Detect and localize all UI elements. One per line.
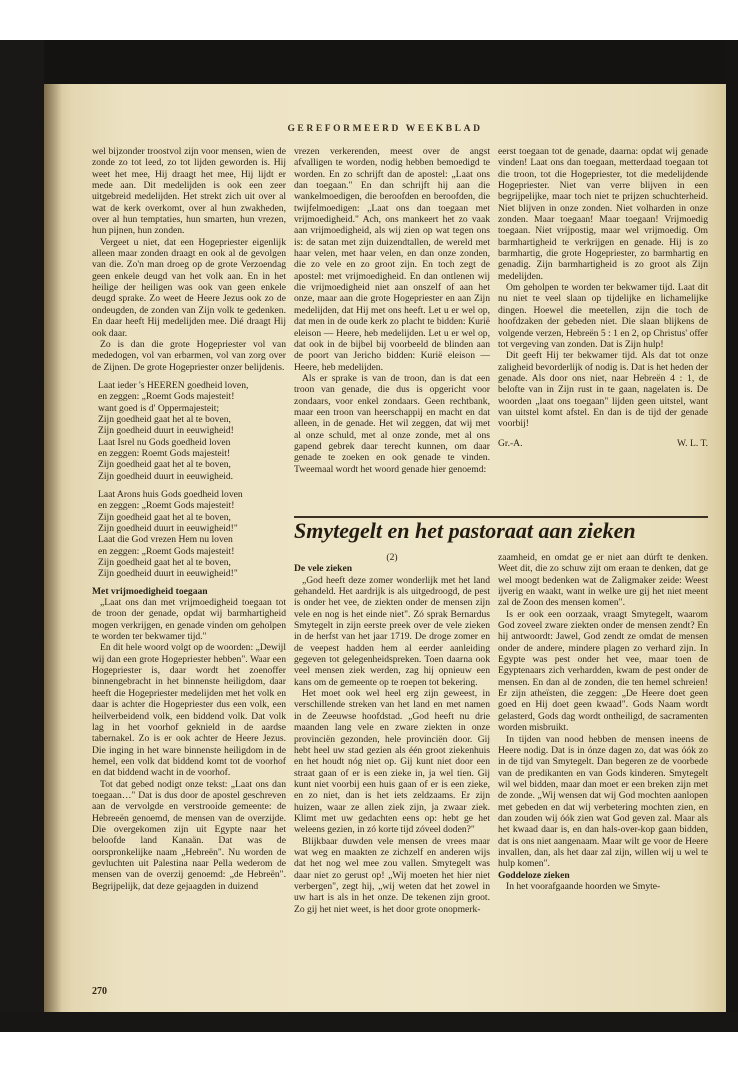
poem-line: Zijn goedheid duurt in eeuwigheid!" <box>98 523 238 534</box>
section-subhead: Goddeloze zieken <box>498 869 570 881</box>
paragraph: Zo is dan die grote Hogepriester vol van mededogen, vol van erbarmen, vol van zorg over de Zijnen. De grote Hogepriester onzer belijdenis. <box>92 338 286 373</box>
poem-line: Zijn goedheid gaat het al te boven, <box>98 413 231 425</box>
signature-place: Gr.-A. <box>498 437 523 449</box>
poem-line: Laat Arons huis Gods goedheid loven <box>98 488 243 500</box>
paragraph: Blijkbaar duwden vele mensen de vrees maar wat weg en maakten ze zichzelf en anderen wijs dat het nog wel mee zou vallen. Smytegelt was daar niet zo gerust op! „Wij moeten het hier niet verbergen", zegt hij, „wij weten dat het zowel in uw hart is als in het onze. De tekenen zijn groot. Zo gij het niet weet, is het door grote onopmerk- <box>294 835 490 915</box>
paragraph: Vergeet u niet, dat een Hogepriester eigenlijk alleen maar zonden draagt en ook al de gevolgen van die. Zo'n man droeg op de grote Verzoendag geen enkele deugd van het volk aan. En in het heilige der heiligen was ook van geen enkele deugd sprake. Zo weet de Heere Jezus ook zo de ondeugden, de zonden van Zijn volk te gedenken. En daar heeft Hij medelijden mee. Dié draagt Hij ook daar. <box>92 236 286 339</box>
signature-initials: W. L. T. <box>676 437 708 449</box>
poem-line: Zijn goedheid gaat het al te boven, <box>98 557 231 569</box>
paragraph: Tot dat gebed nodigt onze tekst: „Laat ons dan toegaan…" Dat is dus door de apostel geschreven aan de vervolgde en verstrooide gemeente: de Hebreeën genoemd, de mensen van de overzijde. Die overgekomen zijn uit Egypte naar het beloofde land Kanaän. Dat was de oorspronkelijke naam „Hebreën". Nu worden de gevluchten uit Palestina naar Pella wederom de mensen van de overzij genoemd: „de Hebreën". Begrijpelijk, dat deze gejaagden in duizend <box>92 778 286 892</box>
column-3-article <box>498 552 708 892</box>
poem-line: Zijn goedheid duurt in eeuwigheid!" <box>98 568 238 580</box>
poem-line: en zeggen: „Roemt Gods majesteit! <box>98 500 235 512</box>
poem-line: Zijn goedheid gaat het al te boven, <box>98 459 231 471</box>
poem-line: Zijn goedheid gaat het al te boven, <box>98 511 231 523</box>
paragraph: Als er sprake is van de troon, dan is dat een troon van genade, die dus is opgericht voor zondaars, voor enkel zondaars. Geen rechtbank, maar een troon van heerschappij en macht en dat alleen, in de genade. Het wil zeggen, dat wij met al onze schuld, met al onze zonde, met al ons gapend gebrek daar terecht kunnen, om daar genade te zoeken en ook genade te vinden. Tweemaal wordt het woord genade hier genoemd: <box>294 372 490 475</box>
paragraph: In het voorafgaande hoorden we Smyte- <box>506 880 661 892</box>
paragraph: vrezen verkerenden, meest over de angst afvalligen te worden, nodig hebben bemoedigd te worden. En zo schrijft dan de apostel: „Laat ons dan toegaan." En dan schrijft hij aan die wankelmoedigen, die beroofden en beroofden, die twijfelmoedigen: „Laat ons dan toegaan met vrijmoedigheid." Ach, ons mankeert het zo vaak aan vrijmoedigheid, als wij zien op wat tegen ons is: de satan met zijn duizendtallen, de wereld met haar velen, met haar velen, en dan onze zonden, die zo vele en zo groot zijn. En toch zegt de apostel: met vrijmoedigheid. En dan ontlenen wij die vrijmoedigheid niet aan onszelf of aan het onze, maar aan die grote Hogepriester en aan Zijn medelijden, dat Hij met ons heeft. Let u er wel op, dat men in de oude kerk zo placht te bidden: Kurië eleison — Heere, heb medelijden. Let u er wel op, dat ook in de bijbel bij voorbeeld de blinden aan de poort van Jericho bidden: Kurië eleison — Heere, heb medelijden. <box>294 146 490 373</box>
poem-line: en zeggen: Roemt Gods majesteit! <box>98 447 231 459</box>
paragraph: In tijden van nood hebben de mensen ineens de Heere nodig. Dat is in ónze dagen zo, dat was óók zo in de tijd van Smytegelt. Dan begeren ze de voorbede van de predikanten en van Gods kinderen. Smytegelt wil wel bidden, maar dan moet er een breken zijn met de zonde. „Wij wensen dat wij God mochten aanlopen met gebeden en dat wij verbetering mochten zien, en dan zouden wij óók zien wat God geven zal. Maar als het kwaad daar is, en dan hals-over-kop gaan bidden, dat is ons niet aangenaam. Maar wilt ge voor de Heere invallen, dan, als het daar zal zijn, willen wij u wel te hulp komen". <box>498 733 708 870</box>
paragraph: Het moet ook wel heel erg zijn geweest, in verschillende streken van het land en met namen in de Zeeuwse hoofdstad. „God heeft nu drie maanden lang vele en zware ziekten in onze provinciën gezonden, hele provinciën door. Gij hebt heel uw stad gezien als één groot ziekenhuis en het houdt nóg niet op. Gij kunt niet door een straat gaan of er is een zieke in, ja wel tien. Gij kunt niet voorbij een huis gaan of er is een zieke, en zo niet, dan is het iets zeldzaams. Er zijn huizen, waar ze allen ziek zijn, ja zwaar ziek. Klimt met uw gedachten eens op: hebt ge het weleens gezien, in zó korte tijd zóveel doden?" <box>294 688 490 836</box>
paragraph: Om geholpen te worden ter bekwamer tijd. Laat dit nu niet te veel slaan op tijdelijke en lichamelijke dingen. Hoewel die meetellen, zijn die toch de hoofdzaken der gebeden niet. Die slaan blijkens de volgende verzen, Hebreën 5 : 1 en 2, op Christus' offer tot vergeving van zonden. Dat is Zijn hulp! <box>498 282 708 350</box>
page-number: 270 <box>92 986 107 997</box>
paragraph: Dit geeft Hij ter bekwamer tijd. Als dat tot onze zaligheid bevorderlijk of nodig is. Dat is het heden der genade. Als door ons niet, naar Hebreën 4 : 1, de belofte van in Zijn rust in te gaan, nagelaten is. De woorden „laat ons toegaan" lijden geen uitstel, want van uitstel komt afstel. En dan is de tijd der genade voorbij! <box>498 350 708 430</box>
paragraph: „Laat ons dan met vrijmoedigheid toegaan tot de troon der genade, opdat wij barmhartigheid mogen verkrijgen, en genade vinden om geholpen te worden ter bekwamer tijd." <box>92 597 286 643</box>
scanner-border-left <box>0 40 44 1030</box>
paragraph: zaamheid, en omdat ge er niet aan dúrft te denken. Weet dit, die zo schuw zijt om eraan te denken, dat ge wel moogt bedenken wat de Zaligmaker zeide: Weest ijverig en waakt, want in welke ure gij het niet meent zal de Zoon des mensen komen". <box>498 552 708 609</box>
poem-line: Zijn goedheid duurt in eeuwigheid. <box>98 470 234 482</box>
paragraph: eerst toegaan tot de genade, daarna: opdat wij genade vinden! Laat ons dan toegaan, metterdaad toegaan tot die troon, tot die Hogepriester, tot die medelijdende Hogepriester. Niet van verre blijven in een begrijpelijke, maar toch niet te prijzen schuchterheid. Niet blijven in onze zonden. Niet volharden in onze zonden. Maar toegaan! Maar toegaan! Vrijmoedig toegaan. Niet vrijpostig, maar wel vrijmoedig. Om barmhartigheid te verkrijgen en genade. Hij is zo barmhartig, die grote Hogepriester, zo barmhartig en genadig. Zijn barmhartigheid is zo groot als Zijn medelijden. <box>498 146 708 282</box>
binding-shadow <box>44 84 62 1014</box>
poem-line: Laat Isrel nu Gods goedheid loven <box>98 436 231 448</box>
column-1 <box>92 146 286 892</box>
running-head: GEREFORMEERD WEEKBLAD <box>287 124 483 134</box>
psalm-stanza-1 <box>98 380 286 482</box>
poem-line: Zijn goedheid duurt in eeuwigheid! <box>98 425 234 437</box>
poem-line: en zeggen: „Roemt Gods majesteit! <box>98 391 235 403</box>
poem-line: Laat die God vrezen Hem nu loven <box>98 534 233 546</box>
author-signature <box>498 438 708 449</box>
magazine-page <box>44 84 726 1014</box>
column-3-top <box>498 146 708 449</box>
paragraph: „God heeft deze zomer wonderlijk met het land gehandeld. Het aardrijk is als uitgedroogd, de pest is onder het vee, de ziekten onder de mensen zijn vele en nog is het einde niet". Zó sprak Bernardus Smytegelt in zijn eerste preek over de vele zieken in de herfst van het jaar 1719. De droge zomer en de veepest hadden hem al eerder aanleiding gegeven tot gelegenheidspreken. Toen daarna ook veel mensen ziek werden, zag hij opnieuw een kans om de gemeente op te roepen tot bekering. <box>294 574 490 688</box>
psalm-stanza-2 <box>98 489 286 580</box>
poem-line: want goed is d' Oppermajesteit; <box>98 402 220 414</box>
column-2-article <box>294 552 490 915</box>
poem-line: Laat ieder 's HEEREN goedheid loven, <box>98 379 249 391</box>
column-2-top <box>294 146 490 475</box>
part-number: (2) <box>386 552 398 563</box>
article-title: Smytegelt en het pastoraat aan zieken <box>294 518 636 543</box>
paragraph: wel bijzonder troostvol zijn voor mensen, wien de zonde zo tot leed, zo tot lijden geworden is. Hij weet het mee, Hij draagt het mee, Hij lijdt er mede aan. Dit medelijden is ook een zeer uitgebreid medelijden. Het strekt zich uit over al wat de kerk overkomt, over al hun zwakheden, over al hun temptaties, hun smarten, hun vrezen, hun pijnen, hun zonden. <box>92 146 286 237</box>
poem-line: en zeggen: „Roemt Gods majesteit! <box>98 545 235 557</box>
scanner-border-top <box>0 40 738 86</box>
paragraph: En dit hele woord volgt op de woorden: „Dewijl wij dan een grote Hogepriester hebben". Waar een Hogepriester is, daar wordt het zoenoffer binnengebracht in het binnenste heiligdom, daar heeft die Hogepriester medelijden met het volk en daar is achter die Hogepriester dus een volk, een heilverbeidend volk, een biddend volk. Dat volk lag in het voorhof geknield in de aardse tabernakel. Zo is er ook achter de Heere Jezus. Die inging in het ware binnenste heiligdom in de hemel, een volk dat biddend komt tot de voorhof en dat biddend wacht in de voorhof. <box>92 642 286 779</box>
section-subhead: Met vrijmoedigheid toegaan <box>92 585 208 597</box>
section-subhead: De vele zieken <box>294 563 353 575</box>
paragraph: Is er ook een oorzaak, vraagt Smytegelt, waarom God zoveel zware ziekten onder de mensen zendt? En hij antwoordt: Jawel, God zendt ze omdat de mensen onder de andere, mindere plagen zo verhard zijn. In Egypte was pest onder het vee, maar toen de Egyptenaars zich verhardden, kwam de pest onder de mensen. En dan al de zonden, die ten hemel schreien! Er zijn atheïsten, die zeggen: „De Heere doet geen goed en Hij doet geen kwaad". Gods Naam wordt gelasterd, Gods dag wordt ontheiligd, de sacramenten worden misbruikt. <box>498 608 708 734</box>
scanner-border-right <box>724 40 738 1030</box>
scanner-border-bottom <box>0 1012 738 1032</box>
